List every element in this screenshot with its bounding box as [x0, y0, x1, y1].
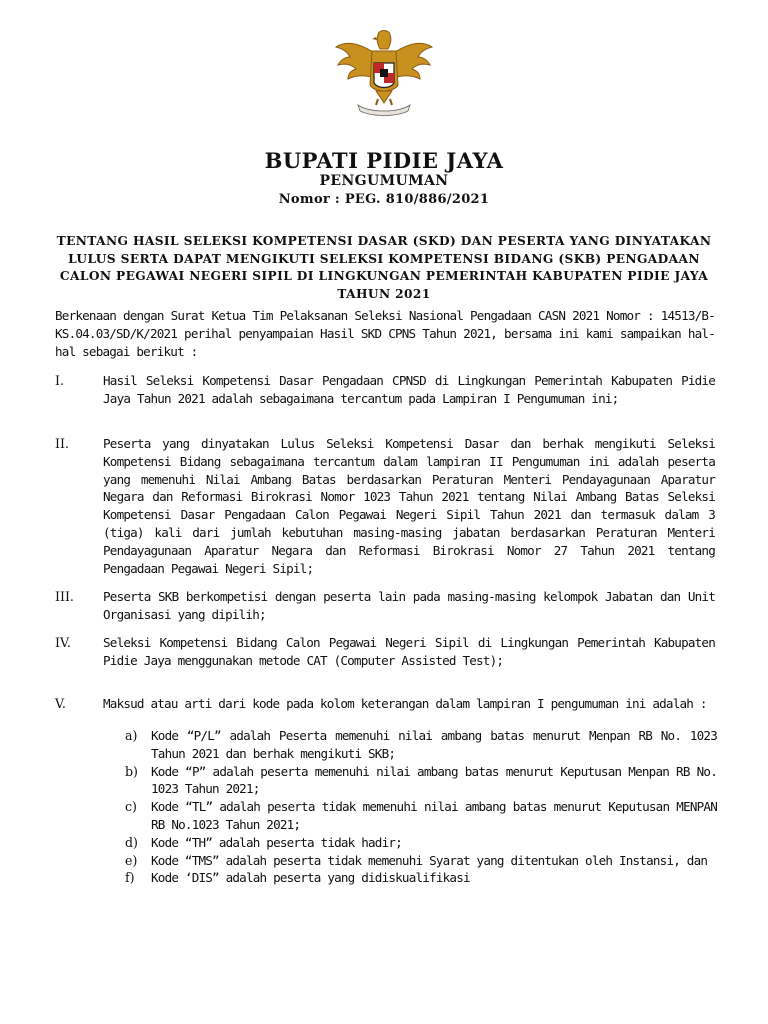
item-number: IV.: [55, 635, 71, 650]
code-item: [125, 763, 717, 799]
code-item: [125, 798, 717, 834]
code-definition-list: [125, 727, 717, 887]
item-text: Hasil Seleksi Kompetensi Dasar Pengadaan CPNSD di Lingkungan Pemerintah Kabupaten Pidie Jaya Tahun 2021 adalah sebagaimana tercantum pada Lampiran I Pengumuman ini;: [103, 373, 715, 406]
item-number: III.: [55, 589, 74, 604]
code-item: [125, 852, 717, 870]
item-number: I.: [55, 373, 64, 388]
document-subject: TENTANG HASIL SELEKSI KOMPETENSI DASAR (SKD) DAN PESERTA YANG DINYATAKAN LULUS SERTA DAPAT MENGIKUTI SELEKSI KOMPETENSI BIDANG (SKB) PENGADAAN CALON PEGAWAI NEGERI SIPIL DI LINGKUNGAN PEMERINTAH KABUPATEN PIDIE JAYA TAHUN 2021: [56, 234, 712, 301]
code-item: [125, 727, 717, 763]
item-text: Maksud atau arti dari kode pada kolom keterangan dalam lampiran I pengumuman ini adalah :: [103, 696, 707, 711]
document-title: BUPATI PIDIE JAYA: [264, 148, 504, 173]
intro-paragraph: Berkenaan dengan Surat Ketua Tim Pelaksanan Seleksi Nasional Pengadaan CASN 2021 Nomor : 14513/B-KS.04.03/SD/K/2021 perihal penyampaian Hasil SKD CPNS Tahun 2021, bersama ini kami sampaikan hal-hal sebagai berikut :: [55, 308, 715, 359]
item-number: V.: [55, 696, 66, 711]
item-text: Peserta yang dinyatakan Lulus Seleksi Kompetensi Dasar dan berhak mengikuti Seleksi Kompetensi Bidang sebagaimana tercantum dalam lampiran II Pengumuman ini adalah peserta yang memenuhi Nilai Ambang Batas berdasarkan Peraturan Menteri Pendayagunaan Aparatur Negara dan Reformasi Birokrasi Nomor 1023 Tahun 2021 tentang Nilai Ambang Batas Seleksi Kompetensi Dasar Pengadaan Calon Pegawai Negeri Sipil Tahun 2021 dan termasuk dalam 3 (tiga) kali dari jumlah kebutuhan masing-masing jabatan berdasarkan Peraturan Menteri Pendayagunaan Aparatur Negara dan Reformasi Birokrasi Nomor 27 Tahun 2021 tentang Pengadaan Pegawai Negeri Sipil;: [103, 436, 715, 576]
code-letter: d): [125, 834, 138, 850]
document-number: Nomor : PEG. 810/886/2021: [278, 192, 490, 207]
code-text: Kode “P” adalah peserta memenuhi nilai ambang batas menurut Keputusan Menpan RB No. 1023 Tahun 2021;: [151, 763, 717, 797]
code-text: Kode “TL” adalah peserta tidak memenuhi nilai ambang batas menurut Keputusan MENPAN RB No.1023 Tahun 2021;: [151, 799, 717, 832]
item-number: II.: [55, 436, 69, 451]
item-text: Seleksi Kompetensi Bidang Calon Pegawai Negeri Sipil di Lingkungan Pemerintah Kabupaten Pidie Jaya menggunakan metode CAT (Computer Assisted Test);: [103, 635, 715, 668]
code-item: [125, 834, 717, 852]
item-text: Peserta SKB berkompetisi dengan peserta lain pada masing-masing kelompok Jabatan dan Unit Organisasi yang dipilih;: [103, 589, 715, 622]
code-letter: b): [125, 763, 138, 779]
code-item: [125, 869, 717, 887]
document-subtitle: PENGUMUMAN: [319, 173, 449, 189]
code-letter: a): [125, 728, 138, 743]
code-text: Kode “P/L” adalah Peserta memenuhi nilai ambang batas menurut Menpan RB No. 1023 Tahun 2021 dan berhak mengikuti SKB;: [151, 728, 717, 761]
code-text: Kode ‘DIS” adalah peserta yang didiskualifikasi: [151, 870, 470, 886]
code-text: Kode “TMS” adalah peserta tidak memenuhi Syarat yang ditentukan oleh Instansi, dan: [151, 852, 708, 868]
garuda-emblem-icon: [334, 27, 434, 119]
code-text: Kode “TH” adalah peserta tidak hadir;: [151, 834, 402, 850]
code-letter: e): [125, 852, 138, 868]
code-letter: c): [125, 799, 137, 815]
code-letter: f): [125, 870, 135, 886]
